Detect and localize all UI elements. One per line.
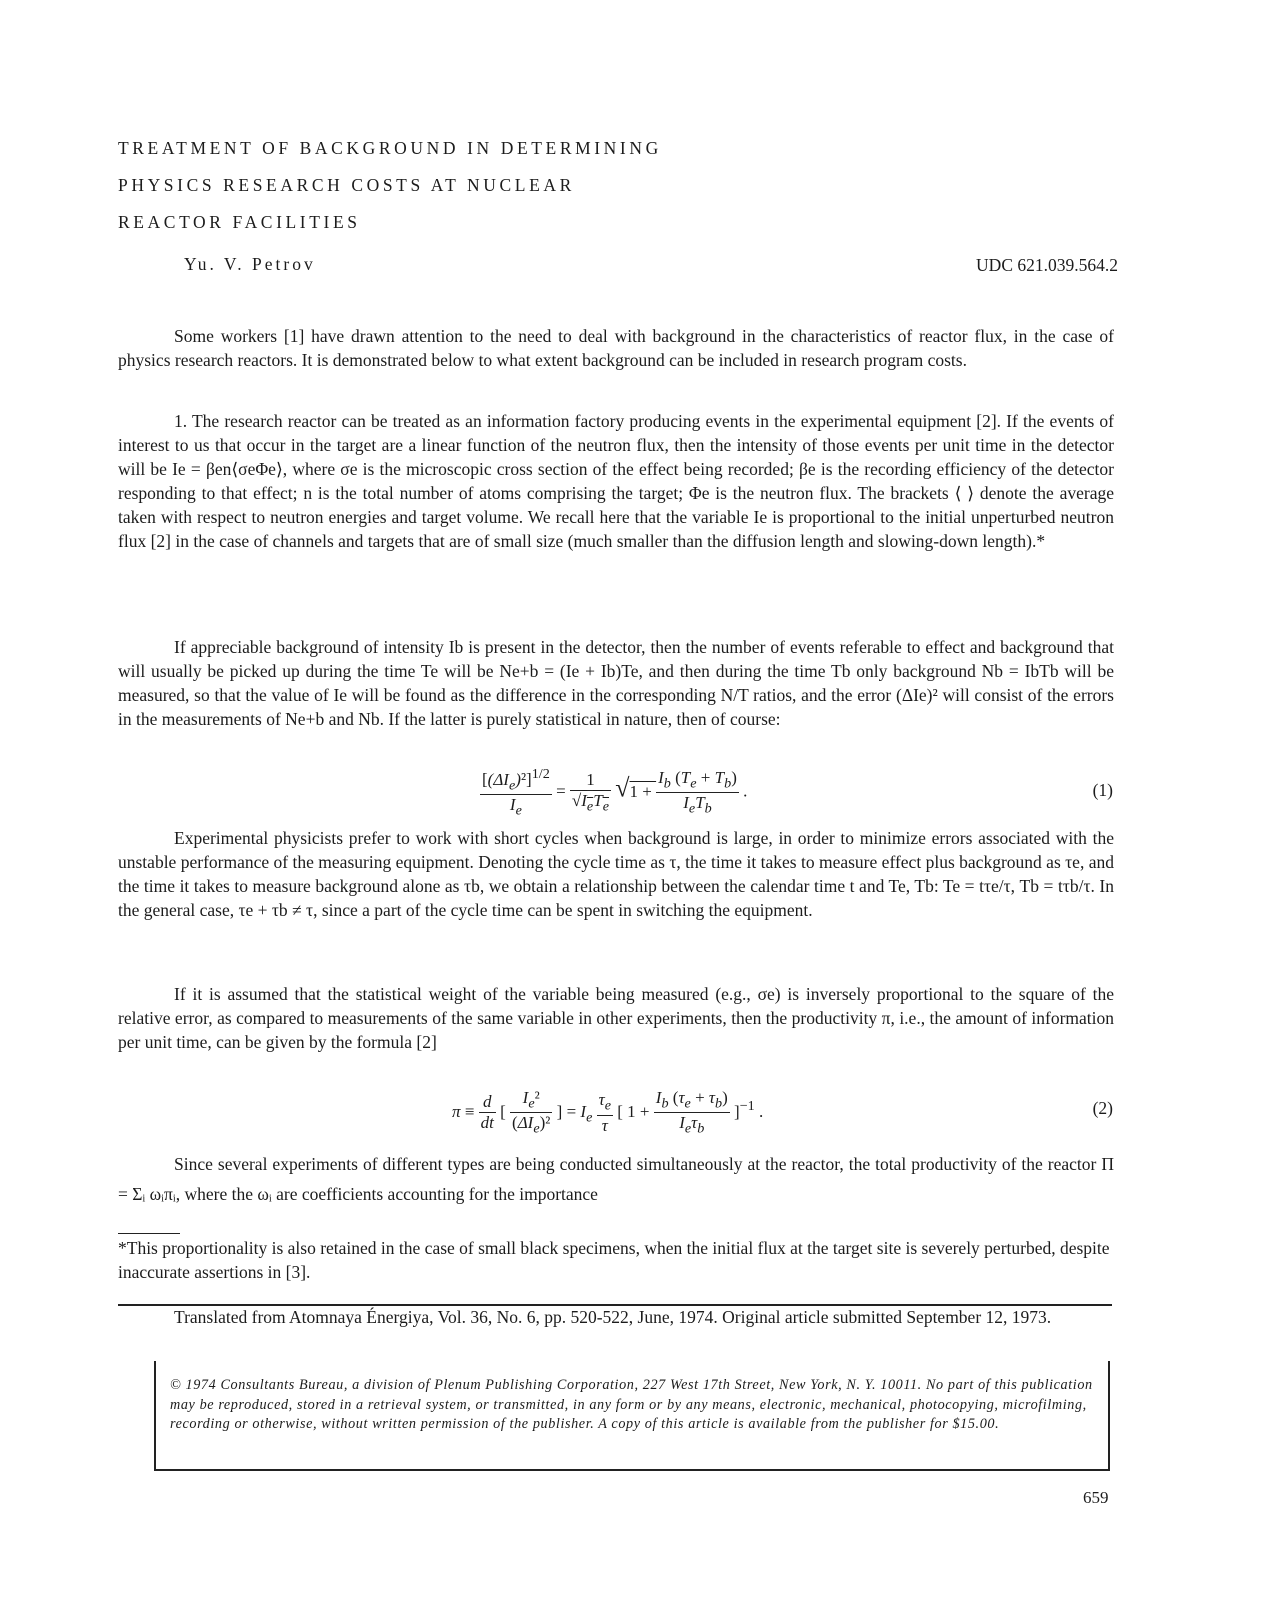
eq2-tau-ratio: $\frac{\tau_e}{\tau}$ bbox=[598, 1090, 612, 1135]
paragraph-4: If it is assumed that the statistical weight of the variable being measured (e.g., σe) is inversely proportional to the square of the relative error, as compared to measurements of the same variable in other experiments, then the productivity π, i.e., the amount of information per unit time, can be given by the formula [2] bbox=[118, 984, 1114, 1052]
eq1-lhs: $\frac{[(\Delta I_e)^2]^{1/2}}{I_e}$ bbox=[482, 766, 550, 819]
paragraph-1: 1. The research reactor can be treated as an information factory producing events in the experimental equipment [2]. If the events of interest to us that occur in the target are a linear function of the neutron flux, then the intensity of those events per unit time in the detector will be Ie = βen⟨σeΦe⟩, where σe is the microscopic cross section of the effect being recorded; βe is the recording efficiency of the detector responding to that effect; n is the total number of atoms comprising the target; Φe is the neutron flux. The brackets ⟨ ⟩ denote the average taken with respect to neutron energies and target volume. We recall here that the variable Ie is proportional to the initial unperturbed neutron flux [2] in the case of channels and targets that are of small size (much smaller than the diffusion length and slowing-down length).* bbox=[118, 411, 1114, 551]
udc-code: UDC 621.039.564.2 bbox=[976, 255, 1118, 275]
footnote: *This proportionality is also retained in the case of small black specimens, when the initial flux at the target site is severely perturbed, despite inaccurate assertions in [3]. bbox=[118, 1238, 1110, 1282]
eq1-inner-fraction: $\frac{I_b (T_e + T_b)}{I_eT_b}$ bbox=[658, 767, 737, 817]
title-line-2: PHYSICS RESEARCH COSTS AT NUCLEAR bbox=[118, 175, 575, 195]
translation-note: Translated from Atomnaya Énergiya, Vol. 36, No. 6, pp. 520-522, June, 1974. Original article submitted September 12, 1973. bbox=[174, 1307, 1052, 1327]
equation-1: $\frac{[(\Delta I_e)^2]^{1/2}}{I_e}$ = $\frac{1}{√I_eT_e}$ √1 + $\frac{I_b (T_e + T_b)}{I_eT_b}$ . bbox=[482, 766, 748, 819]
paragraph-3: Experimental physicists prefer to work with short cycles when background is large, in order to minimize errors associated with the unstable performance of the measuring equipment. Denoting the cycle time as τ, the time it takes to measure effect plus background as τe, and the time it takes to measure background alone as τb, we obtain a relationship between the calendar time t and Te, Tb: Te = tτe/τ, Tb = tτb/τ. In the general case, τe + τb ≠ τ, since a part of the cycle time can be spent in switching the equipment. bbox=[118, 828, 1114, 920]
paragraph-2: If appreciable background of intensity Ib is present in the detector, then the number of events referable to effect and background that will usually be picked up during the time Te will be Ne+b = (Ie + Ib)Te, and then during the time Tb only background Nb = IbTb will be measured, so that the value of Ie will be found as the difference in the corresponding N/T ratios, and the error (ΔIe)² will consist of the errors in the measurements of Ne+b and Nb. If the latter is purely statistical in nature, then of course: bbox=[118, 637, 1114, 729]
equation-1-number: (1) bbox=[1092, 780, 1113, 800]
title-line-1: TREATMENT OF BACKGROUND IN DETERMINING bbox=[118, 138, 662, 158]
paragraph-intro: Some workers [1] have drawn attention to the need to deal with background in the characteristics of reactor flux, in the case of physics research reactors. It is demonstrated below to what extent background can be included in research program costs. bbox=[118, 326, 1114, 370]
equation-2: π ≡ $\frac{d}{dt}$ [ $\frac{I_e^2}{(\Delta I_e)^2}$ ] = $I_e$ $\frac{\tau_e}{\tau}$ [ 1 + $\frac{I_b (\tau_e + \tau_b)}{I_e\tau_b}$ ]$^{-1}$ . bbox=[452, 1088, 764, 1137]
copyright-notice: © 1974 Consultants Bureau, a division of Plenum Publishing Corporation, 227 West 17th Street, New York, N. Y. 10011. No part of this publication may be reproduced, stored in a retrieval system, or transmitted, in any form or by any means, electronic, mechanical, photocopying, microfilming, recording or otherwise, without written permission of the publisher. A copy of this article is available from the publisher for $15.00. bbox=[170, 1377, 1093, 1432]
equation-2-number: (2) bbox=[1092, 1098, 1113, 1118]
eq2-derivative: $\frac{d}{dt}$ bbox=[480, 1092, 494, 1133]
title-line-3: REACTOR FACILITIES bbox=[118, 212, 361, 232]
eq1-prefactor: $\frac{1}{√I_eT_e}$ bbox=[571, 770, 609, 815]
article-title bbox=[118, 130, 662, 241]
author-name: Yu. V. Petrov bbox=[184, 254, 316, 274]
eq2-bracket-fraction: $\frac{I_e^2}{(\Delta I_e)^2}$ bbox=[512, 1088, 551, 1137]
paragraph-5: Since several experiments of different types are being conducted simultaneously at the reactor, the total productivity of the reactor Π = Σᵢ ωᵢπᵢ, where the ωᵢ are coefficients accounting for the importance bbox=[118, 1154, 1114, 1204]
footnote-rule bbox=[118, 1233, 180, 1234]
eq2-inner-fraction: $\frac{I_b (\tau_e + \tau_b)}{I_e\tau_b}$ bbox=[655, 1088, 728, 1137]
page-number: 659 bbox=[1083, 1488, 1109, 1507]
